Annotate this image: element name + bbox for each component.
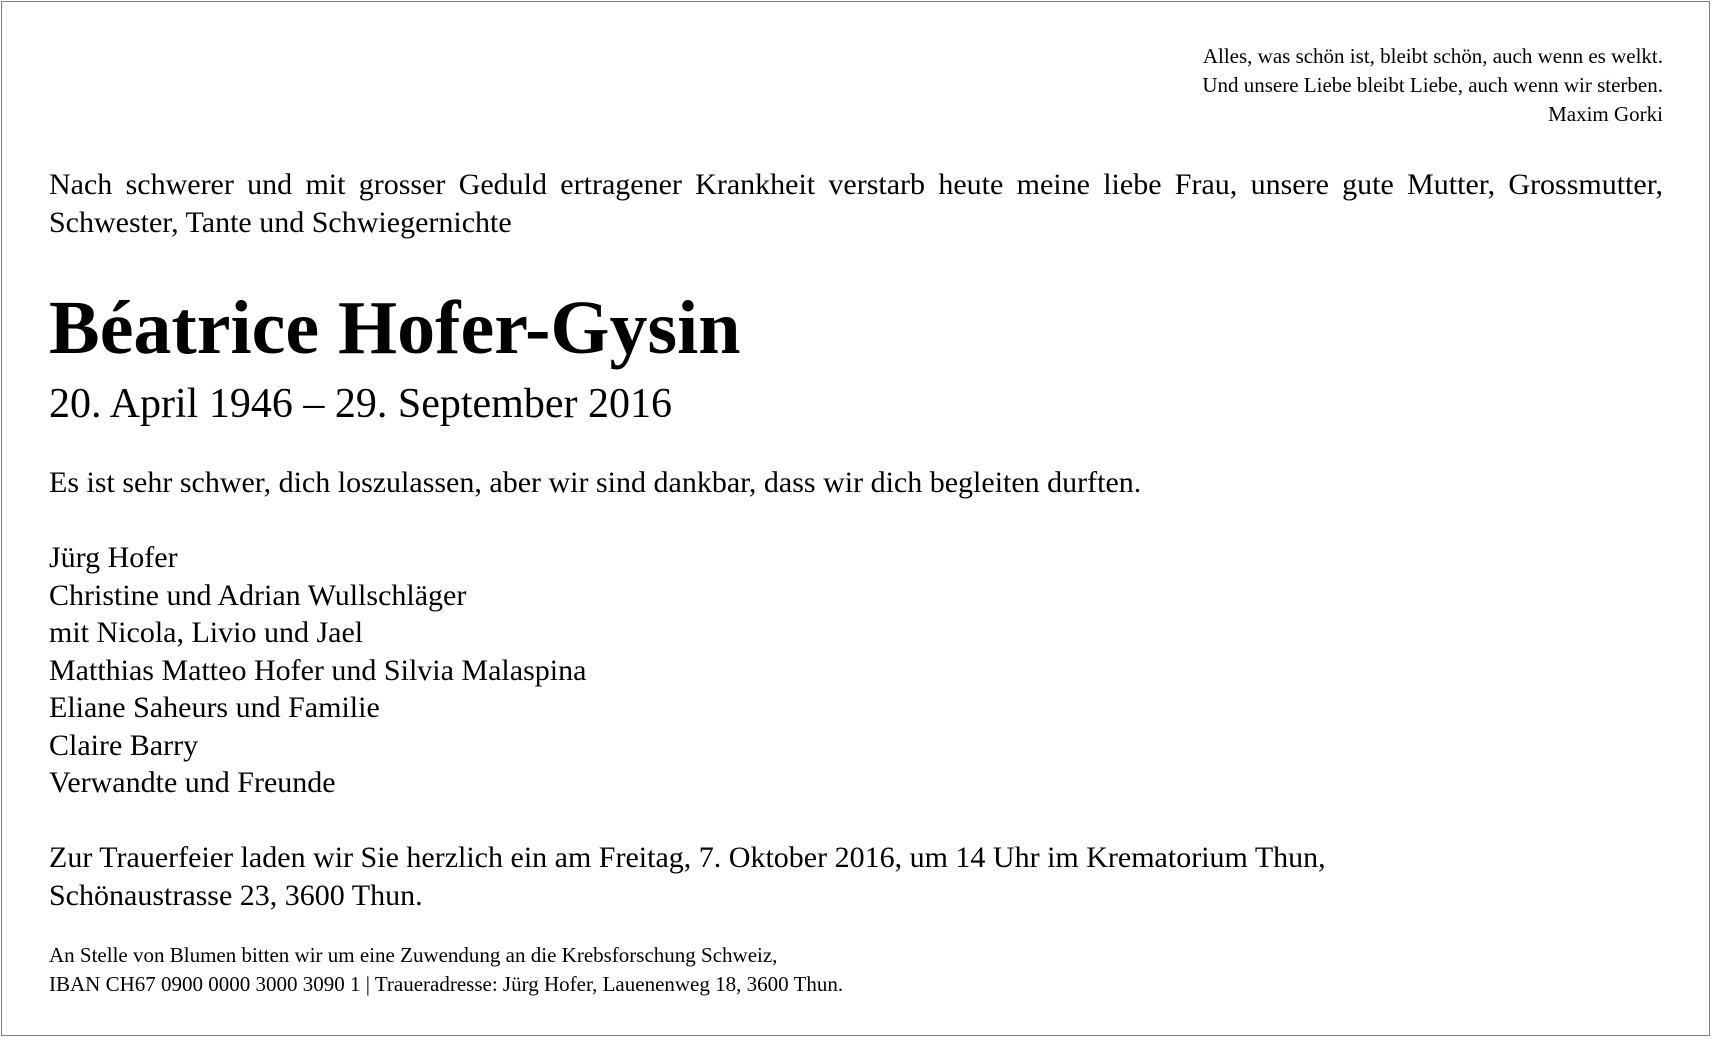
- mourner-line: Jürg Hofer: [49, 541, 178, 574]
- ceremony-line: Schönaustrasse 23, 3600 Thun.: [49, 879, 423, 912]
- quote-line: Und unsere Liebe bleibt Liebe, auch wenn wir sterben.: [1202, 73, 1663, 97]
- farewell-statement: Es ist sehr schwer, dich loszulassen, aber wir sind dankbar, dass wir dich begleiten durften.: [49, 466, 1142, 499]
- mourner-line: mit Nicola, Livio und Jael: [49, 616, 364, 649]
- epigraph-quote: [663, 42, 1663, 129]
- mourner-line: Matthias Matteo Hofer und Silvia Malaspina: [49, 653, 587, 687]
- mourner-line: Eliane Saheurs und Familie: [49, 691, 380, 724]
- mourners-list: [49, 539, 586, 802]
- deceased-name: Béatrice Hofer-Gysin: [49, 286, 741, 370]
- intro-paragraph: Nach schwerer und mit grosser Geduld ertragener Krankheit verstarb heute meine liebe Frau, unsere gute Mutter, Grossmutter, Schwester, Tante und Schwiegernichte: [49, 168, 1663, 239]
- donation-line: An Stelle von Blumen bitten wir um eine Zuwendung an die Krebsforschung Schweiz,: [49, 943, 778, 967]
- ceremony-invitation: [49, 839, 1326, 915]
- quote-line: Alles, was schön ist, bleibt schön, auch wenn es welkt.: [1202, 44, 1663, 68]
- mourner-line: Christine und Adrian Wullschläger: [49, 578, 467, 612]
- donation-line: IBAN CH67 0900 0000 3000 3090 1 | Traueradresse: Jürg Hofer, Lauenenweg 18, 3600 Thun.: [49, 972, 844, 996]
- mourner-line: Claire Barry: [49, 728, 199, 762]
- quote-author: Maxim Gorki: [1548, 102, 1663, 126]
- ceremony-line: Zur Trauerfeier laden wir Sie herzlich ein am Freitag, 7. Oktober 2016, um 14 Uhr im Krematorium Thun,: [49, 841, 1326, 874]
- mourner-line: Verwandte und Freunde: [49, 766, 336, 799]
- life-dates: 20. April 1946 – 29. September 2016: [49, 381, 672, 427]
- donation-note: [49, 941, 843, 999]
